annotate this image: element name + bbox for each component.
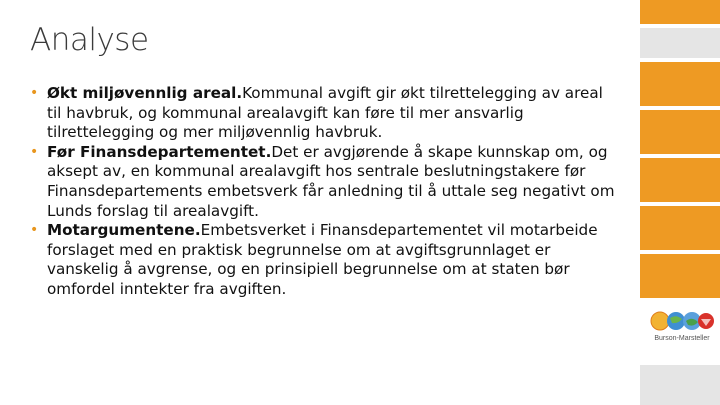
sidebar-band — [640, 110, 720, 154]
sidebar-band — [640, 158, 720, 202]
bullet-text: Kommunal avgift gir økt tilrettelegging av areal til havbruk, og kommunal arealavgift kan føre til mer ansvarlig tilrettelegging og mer miljøvennlig havbruk. — [47, 84, 603, 142]
sidebar-band — [640, 28, 720, 58]
bullet-heading: Før Finansdepartementet. — [47, 142, 272, 161]
bullet-item — [30, 221, 615, 299]
sidebar-band — [640, 62, 720, 106]
burson-marsteller-logo — [648, 308, 716, 352]
bullet-dot-icon: • — [30, 143, 39, 160]
sidebar-band — [640, 0, 720, 24]
bullet-heading: Motargumentene. — [47, 221, 201, 240]
bullet-list — [30, 84, 615, 300]
logo-text: Burson-Marsteller — [654, 335, 710, 342]
bullet-item — [30, 143, 615, 221]
bullet-dot-icon: • — [30, 85, 39, 101]
sidebar-band — [640, 206, 720, 250]
bullet-text: Det er avgjørende å skape kunnskap om, og aksept av, en kommunal arealavgift hos sentrale beslutningstakere før Finansdepartements embetsverk får anledning til å uttale seg negativt om Lunds forslag til arealavgift. — [47, 142, 615, 220]
slide-title: Analyse — [30, 22, 149, 58]
globe-logo-icon — [648, 308, 716, 334]
bullet-text: Embetsverket i Finansdepartementet vil motarbeide forslaget med en praktisk begrunnelse om at avgiftsgrunnlaget er vanskelig å avgrense, og en prinsipiell begrunnelse om at staten bør omfordel inntekter fra avgiften. — [47, 221, 598, 298]
sidebar-band — [640, 365, 720, 405]
bullet-heading: Økt miljøvennlig areal. — [47, 84, 243, 102]
sidebar-band — [640, 254, 720, 298]
bullet-dot-icon: • — [30, 222, 39, 239]
bullet-item — [30, 84, 615, 143]
